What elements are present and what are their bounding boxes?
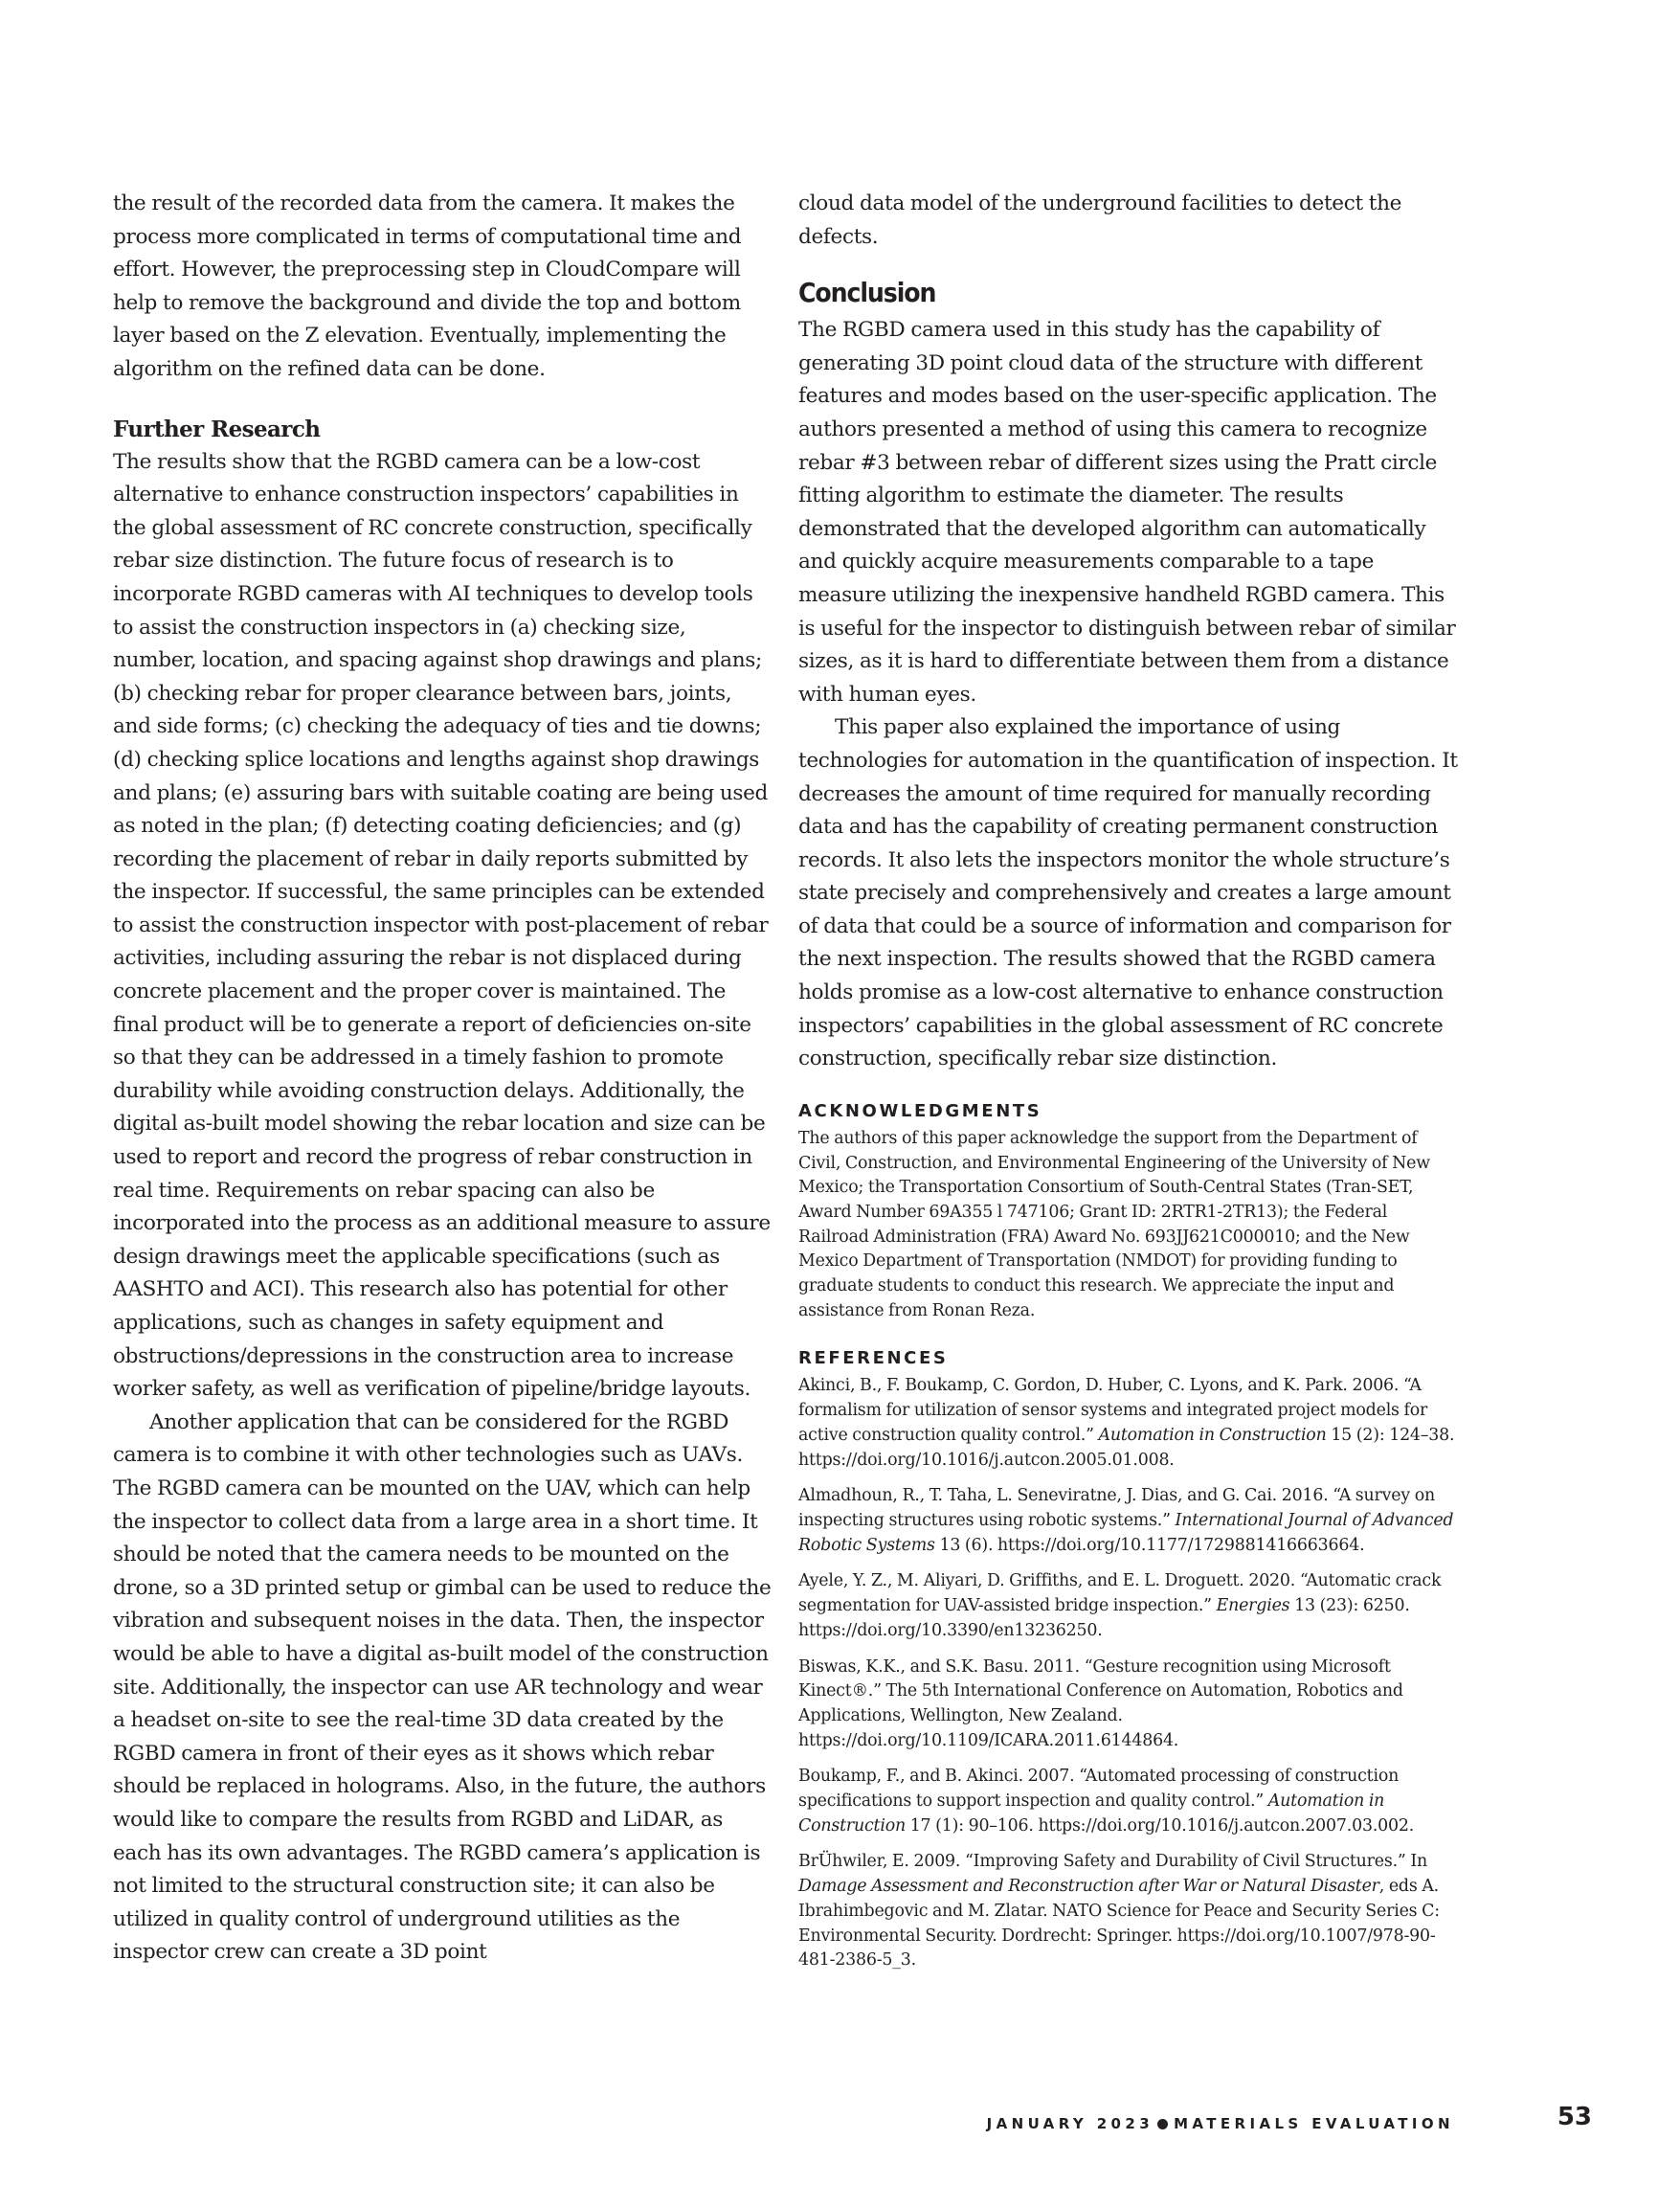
continued-paragraph: cloud data model of the underground facilities to detect the defects. bbox=[798, 191, 1402, 249]
conclusion-heading: Conclusion bbox=[798, 277, 936, 309]
reference-item: Akinci, B., F. Boukamp, C. Gordon, D. Huber, C. Lyons, and K. Park. 2006. “A formalism for utilization of sensor systems and integrated project models for active construction quality control.” Automation in Construction 15 (2): 124–38. https://doi.org/10.1016/j.autcon.2005.01.008. bbox=[798, 1376, 1455, 1470]
further-research-paragraph-2: Another application that can be considered for the RGBD camera is to combine it with other technologies such as UAVs. The RGBD camera can be mounted on the UAV, which can help the inspector to collect data from a large area in a short time. It should be noted that the camera needs to be mounted on the drone, so a 3D printed setup or gimbal can be used to reduce the vibration and subsequent noises in the data. Then, the inspector would be able to have a digital as-built model of the construction site. Additionally, the inspector can use AR technology and wear a headset on-site to see the real-time 3D data created by the RGBD camera in front of their eyes as it shows which rebar should be replaced in holograms. Also, in the future, the authors would like to compare the results from RGBD and LiDAR, as each has its own advantages. The RGBD camera’s application is not limited to the structural construction site; it can also be utilized in quality control of underground utilities as the inspector crew can create a 3D point bbox=[113, 1409, 772, 1965]
references-list bbox=[798, 1374, 1459, 1972]
references-heading: REFERENCES bbox=[798, 1348, 949, 1369]
acknowledgments-heading: ACKNOWLEDGMENTS bbox=[798, 1100, 1042, 1121]
page-number: 53 bbox=[1557, 2103, 1592, 2131]
conclusion-paragraph-1: The RGBD camera used in this study has the capability of generating 3D point cloud data of the structure with different features and modes based on the user-specific application. The authors presented a method of using this camera to recognize rebar #3 between rebar of different sizes using the Pratt circle fitting algorithm to estimate the diameter. The results demonstrated that the developed algorithm can automatically and quickly acquire measurements comparable to a tape measure utilizing the inexpensive handheld RGBD camera. This is useful for the inspector to distinguish between rebar of similar sizes, as it is hard to differentiate between them from a distance with human eyes. bbox=[798, 318, 1456, 707]
acknowledgments-text: The authors of this paper acknowledge the support from the Department of Civil, Construction, and Environmental Engineering of the University of New Mexico; the Transportation Consortium of South-Central States (Tran-SET, Award Number 69A355 l 747106; Grant ID: 2RTR1-2TR13); the Federal Railroad Administration (FRA) Award No. 693JJ621C000010; and the New Mexico Department of Transportation (NMDOT) for providing funding to graduate students to conduct this research. We appreciate the input and assistance from Ronan Reza. bbox=[798, 1128, 1430, 1320]
further-research-heading: Further Research bbox=[113, 416, 321, 442]
journal-name: MATERIALS EVALUATION bbox=[1174, 2115, 1454, 2132]
bullet-dot-icon bbox=[1157, 2119, 1168, 2129]
issue-date: JANUARY 2023 bbox=[986, 2115, 1154, 2132]
reference-item: Ayele, Y. Z., M. Aliyari, D. Griffiths, and E. L. Droguett. 2020. “Automatic crack segmentation for UAV-assisted bridge inspection.” Energies 13 (23): 6250. https://doi.org/10.3390/en13236250. bbox=[798, 1571, 1442, 1640]
reference-item: Boukamp, F., and B. Akinci. 2007. “Automated processing of construction specifications to support inspection and quality control.” Automation in Construction 17 (1): 90–106. https://doi.org/10.1016/j.autcon.2007.03.002. bbox=[798, 1767, 1415, 1836]
conclusion-paragraph-2: This paper also explained the importance of using technologies for automation in the quantification of inspection. It decreases the amount of time required for manually recording data and has the capability of creating permanent construction records. It also lets the inspectors monitor the whole structure’s state precisely and comprehensively and creates a large amount of data that could be a source of information and comparison for the next inspection. The results showed that the RGBD camera holds promise as a low-cost alternative to enhance construction inspectors’ capabilities in the global assessment of RC concrete construction, specifically rebar size distinction. bbox=[798, 715, 1458, 1071]
further-research-paragraph-1: The results show that the RGBD camera can be a low-cost alternative to enhance construction inspectors’ capabilities in the global assessment of RC concrete construction, specifically rebar size distinction. The future focus of research is to incorporate RGBD cameras with AI techniques to develop tools to assist the construction inspectors in (a) checking size, number, location, and spacing against shop drawings and plans; (b) checking rebar for proper clearance between bars, joints, and side forms; (c) checking the adequacy of ties and tie downs; (d) checking splice locations and lengths against shop drawings and plans; (e) assuring bars with suitable coating are being used as noted in the plan; (f) detecting coating deficiencies; and (g) recording the placement of rebar in daily reports submitted by the inspector. If successful, the same principles can be extended to assist the construction inspector with post-placement of rebar activities, including assuring the rebar is not displaced during concrete placement and the proper cover is maintained. The final product will be to generate a report of deficiencies on-site so that they can be addressed in a timely fashion to promote durability while avoiding construction delays. Additionally, the digital as-built model showing the rebar location and size can be used to report and record the progress of rebar construction in real time. Requirements on rebar spacing can also be incorporated into the process as an additional measure to assure design drawings meet the applicable specifications (such as AASHTO and ACI). This research also has potential for other applications, such as changes in safety equipment and obstructions/depressions in the construction area to increase worker safety, as well as verification of pipeline/bridge layouts. bbox=[113, 449, 771, 1402]
right-column bbox=[798, 188, 1459, 1985]
reference-item: Biswas, K.K., and S.K. Basu. 2011. “Gesture recognition using Microsoft Kinect®.” The 5th International Conference on Automation, Robotics and Applications, Wellington, New Zealand. https://doi.org/10.1109/ICARA.2011.6144864. bbox=[798, 1656, 1403, 1750]
reference-item: Almadhoun, R., T. Taha, L. Seneviratne, J. Dias, and G. Cai. 2016. “A survey on inspecting structures using robotic systems.” International Journal of Advanced Robotic Systems 13 (6). https://doi.org/10.1177/1729881416663664. bbox=[798, 1486, 1454, 1555]
reference-item: BrÜhwiler, E. 2009. “Improving Safety and Durability of Civil Structures.” In Damage Assessment and Reconstruction after War or Natural Disaster, eds A. Ibrahimbegovic and M. Zlatar. NATO Science for Peace and Security Series C: Environmental Security. Dordrecht: Springer. https://doi.org/10.1007/978-90-481-2386-5_3. bbox=[798, 1852, 1440, 1971]
running-footer bbox=[987, 2115, 1454, 2132]
intro-paragraph: the result of the recorded data from the camera. It makes the process more complicated in terms of computational time and effort. However, the preprocessing step in CloudCompare will help to remove the background and divide the top and bottom layer based on the Z elevation. Eventually, implementing the algorithm on the refined data can be done. bbox=[113, 191, 742, 381]
left-column bbox=[113, 188, 773, 1970]
